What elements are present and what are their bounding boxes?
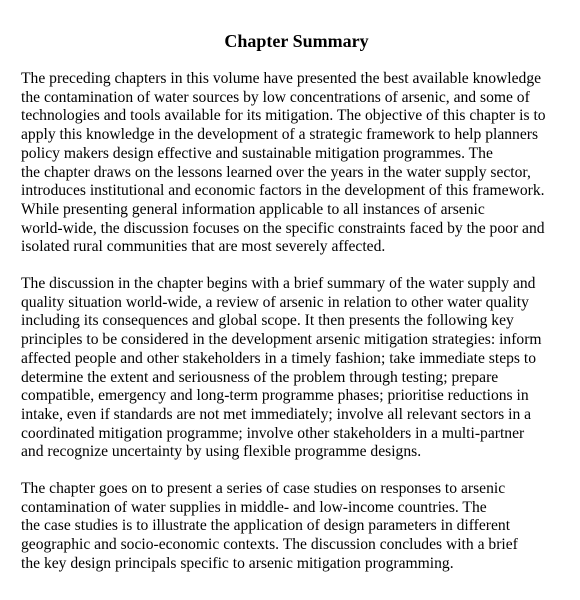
paragraph-line: the case studies is to illustrate the application of design parameters in different [21,517,511,535]
body-paragraph [21,275,570,462]
paragraph-line: policy makers design effective and sustainable mitigation programmes. The [21,144,493,162]
paragraph-line: principles to be considered in the development arsenic mitigation strategies: inform [21,331,542,349]
paragraph-line: world-wide, the discussion focuses on the specific constraints faced by the poor and [21,219,545,237]
paragraph-line: coordinated mitigation programme; involve other stakeholders in a multi-partner [21,424,525,442]
paragraph-line: apply this knowledge in the development of a strategic framework to help planners [21,126,539,144]
paragraph-line: The preceding chapters in this volume have presented the best available knowledge [21,70,542,87]
paragraph-line: compatible, emergency and long-term programme phases; prioritise reductions in [21,387,529,405]
body-paragraph [21,480,570,574]
paragraph-line: isolated rural communities that are most severely affected. [21,238,386,256]
paragraph-line: including its consequences and global scope. It then presents the following key [21,312,514,330]
paragraph-line: While presenting general information applicable to all instances of arsenic [21,200,485,218]
paragraph-line: and recognize uncertainty by using flexible programme designs. [21,443,422,461]
paragraph-line: technologies and tools available for its mitigation. The objective of this chapter is to [21,107,546,125]
paragraph-line: the chapter draws on the lessons learned over the years in the water supply sector, [21,163,531,181]
body-paragraph [21,70,570,257]
paragraph-line: affected people and other stakeholders in a timely fashion; take immediate steps to [21,349,537,367]
paragraph-line: The chapter goes on to present a series of case studies on responses to arsenic [21,480,506,498]
chapter-body [21,70,570,574]
paragraph-line: quality situation world-wide, a review of arsenic in relation to other water quality [21,293,529,311]
paragraph-line: the key design principals specific to arsenic mitigation programming. [21,554,454,572]
paragraph-line: the contamination of water sources by low concentrations of arsenic, and some of [21,88,530,106]
chapter-title: Chapter Summary [224,31,369,51]
paragraph-line: geographic and socio-economic contexts. The discussion concludes with a brief [21,536,518,554]
paragraph-line: intake, even if standards are not met immediately; involve all relevant sectors in a [21,405,532,423]
paragraph-line: determine the extent and seriousness of the problem through testing; prepare [21,368,499,386]
paragraph-line: The discussion in the chapter begins with a brief summary of the water supply and [21,275,536,293]
paragraph-line: introduces institutional and economic factors in the development of this framework. [21,182,545,200]
paragraph-line: contamination of water supplies in middle- and low-income countries. The [21,498,487,516]
